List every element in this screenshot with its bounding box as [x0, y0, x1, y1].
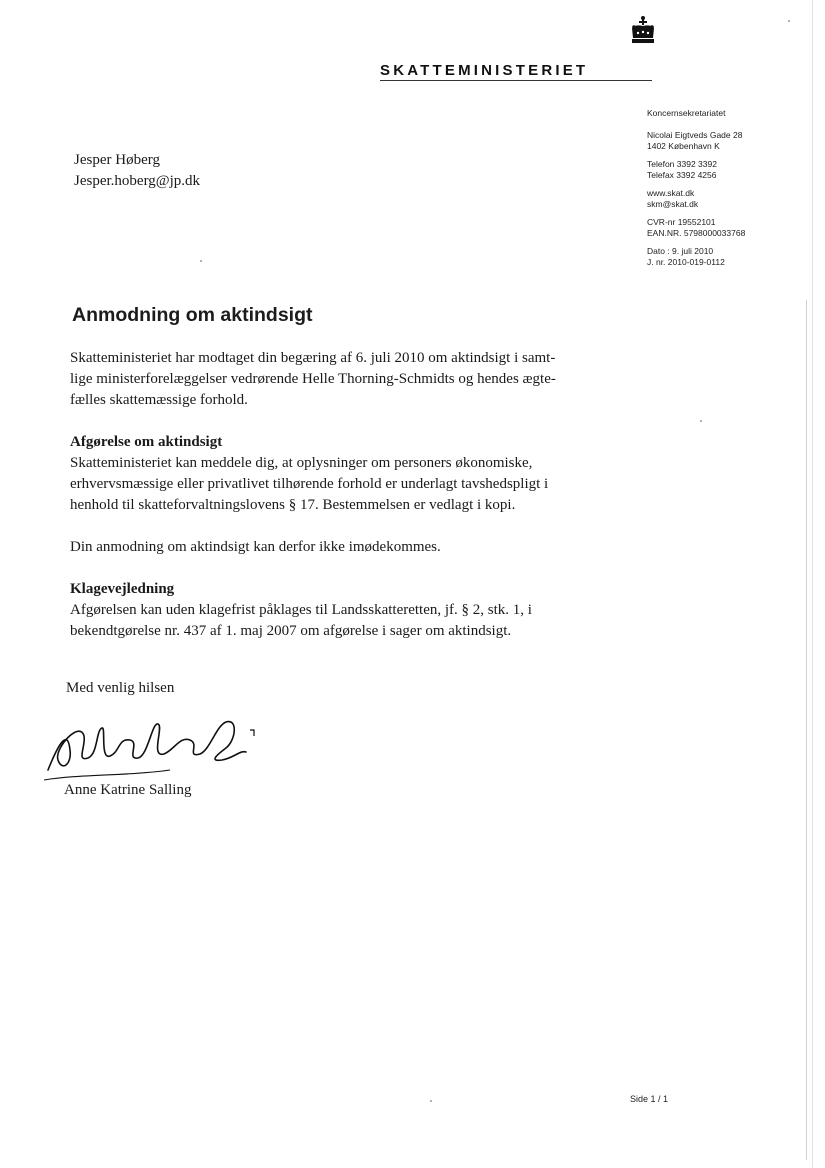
- closing-salutation: Med venlig hilsen: [66, 680, 175, 696]
- website: www.skat.dk: [647, 188, 695, 198]
- letter-heading: Anmodning om aktindsigt: [72, 304, 313, 326]
- section-title: Afgørelse om aktindsigt: [70, 434, 223, 450]
- sender-info-column: [647, 108, 807, 268]
- recipient-name: Jesper Høberg: [74, 152, 160, 168]
- text-line: bekendtgørelse nr. 437 af 1. maj 2007 om afgørelse i sager om aktindsigt.: [70, 623, 512, 639]
- logo-underline: [380, 80, 652, 81]
- email-address: skm@skat.dk: [647, 199, 699, 209]
- address-line-1: Nicolai Eigtveds Gade 28: [647, 130, 743, 140]
- journal-number: J. nr. 2010-019-0112: [647, 257, 725, 267]
- text-line: Skatteministeriet har modtaget din begæring af 6. juli 2010 om aktindsigt i samt-: [70, 350, 556, 366]
- recipient-email: Jesper.hoberg@jp.dk: [74, 173, 201, 189]
- ean-number: EAN.NR. 5798000033768: [647, 228, 746, 238]
- text-line: erhvervsmæssige eller privatlivet tilhørende forhold er underlagt tavshedspligt i: [70, 476, 549, 492]
- scan-speck: [200, 260, 202, 262]
- text-line: Afgørelsen kan uden klagefrist påklages til Landsskatteretten, jf. § 2, stk. 1, i: [70, 602, 532, 618]
- text-line: Skatteministeriet kan meddele dig, at oplysninger om personers økonomiske,: [70, 455, 533, 471]
- conclusion-paragraph: Din anmodning om aktindsigt kan derfor ikke imødekommes.: [70, 539, 441, 555]
- scan-edge-line: [806, 300, 807, 1160]
- decision-section: [70, 432, 640, 516]
- scan-speck: [430, 1100, 432, 1102]
- phone-number: Telefon 3392 3392: [647, 159, 717, 169]
- fax-number: Telefax 3392 4256: [647, 170, 717, 180]
- text-line: henhold til skatteforvaltningslovens § 17. Bestemmelsen er vedlagt i kopi.: [70, 497, 516, 513]
- address-line-2: 1402 København K: [647, 141, 720, 151]
- handwritten-signature: [40, 700, 280, 790]
- scan-speck: [788, 20, 790, 22]
- signer-name: Anne Katrine Salling: [64, 782, 192, 798]
- section-title: Klagevejledning: [70, 581, 175, 597]
- cvr-number: CVR-nr 19552101: [647, 217, 716, 227]
- scan-speck: [700, 420, 702, 422]
- letter-body: [70, 348, 640, 642]
- page-number: Side 1 / 1: [630, 1094, 669, 1104]
- department-name: Koncernsekretariatet: [647, 108, 726, 118]
- appeal-section: [70, 579, 640, 642]
- ministry-logo-text: SKATTEMINISTERIET: [380, 62, 589, 79]
- scan-edge-line: [812, 0, 813, 1168]
- text-line: lige ministerforelæggelser vedrørende Helle Thorning-Schmidts og hendes ægte-: [70, 371, 556, 387]
- recipient-block: [74, 150, 200, 192]
- letter-date: Dato : 9. juli 2010: [647, 246, 714, 256]
- royal-crown-icon: [626, 14, 660, 54]
- intro-paragraph: [70, 348, 640, 411]
- text-line: fælles skattemæssige forhold.: [70, 392, 248, 408]
